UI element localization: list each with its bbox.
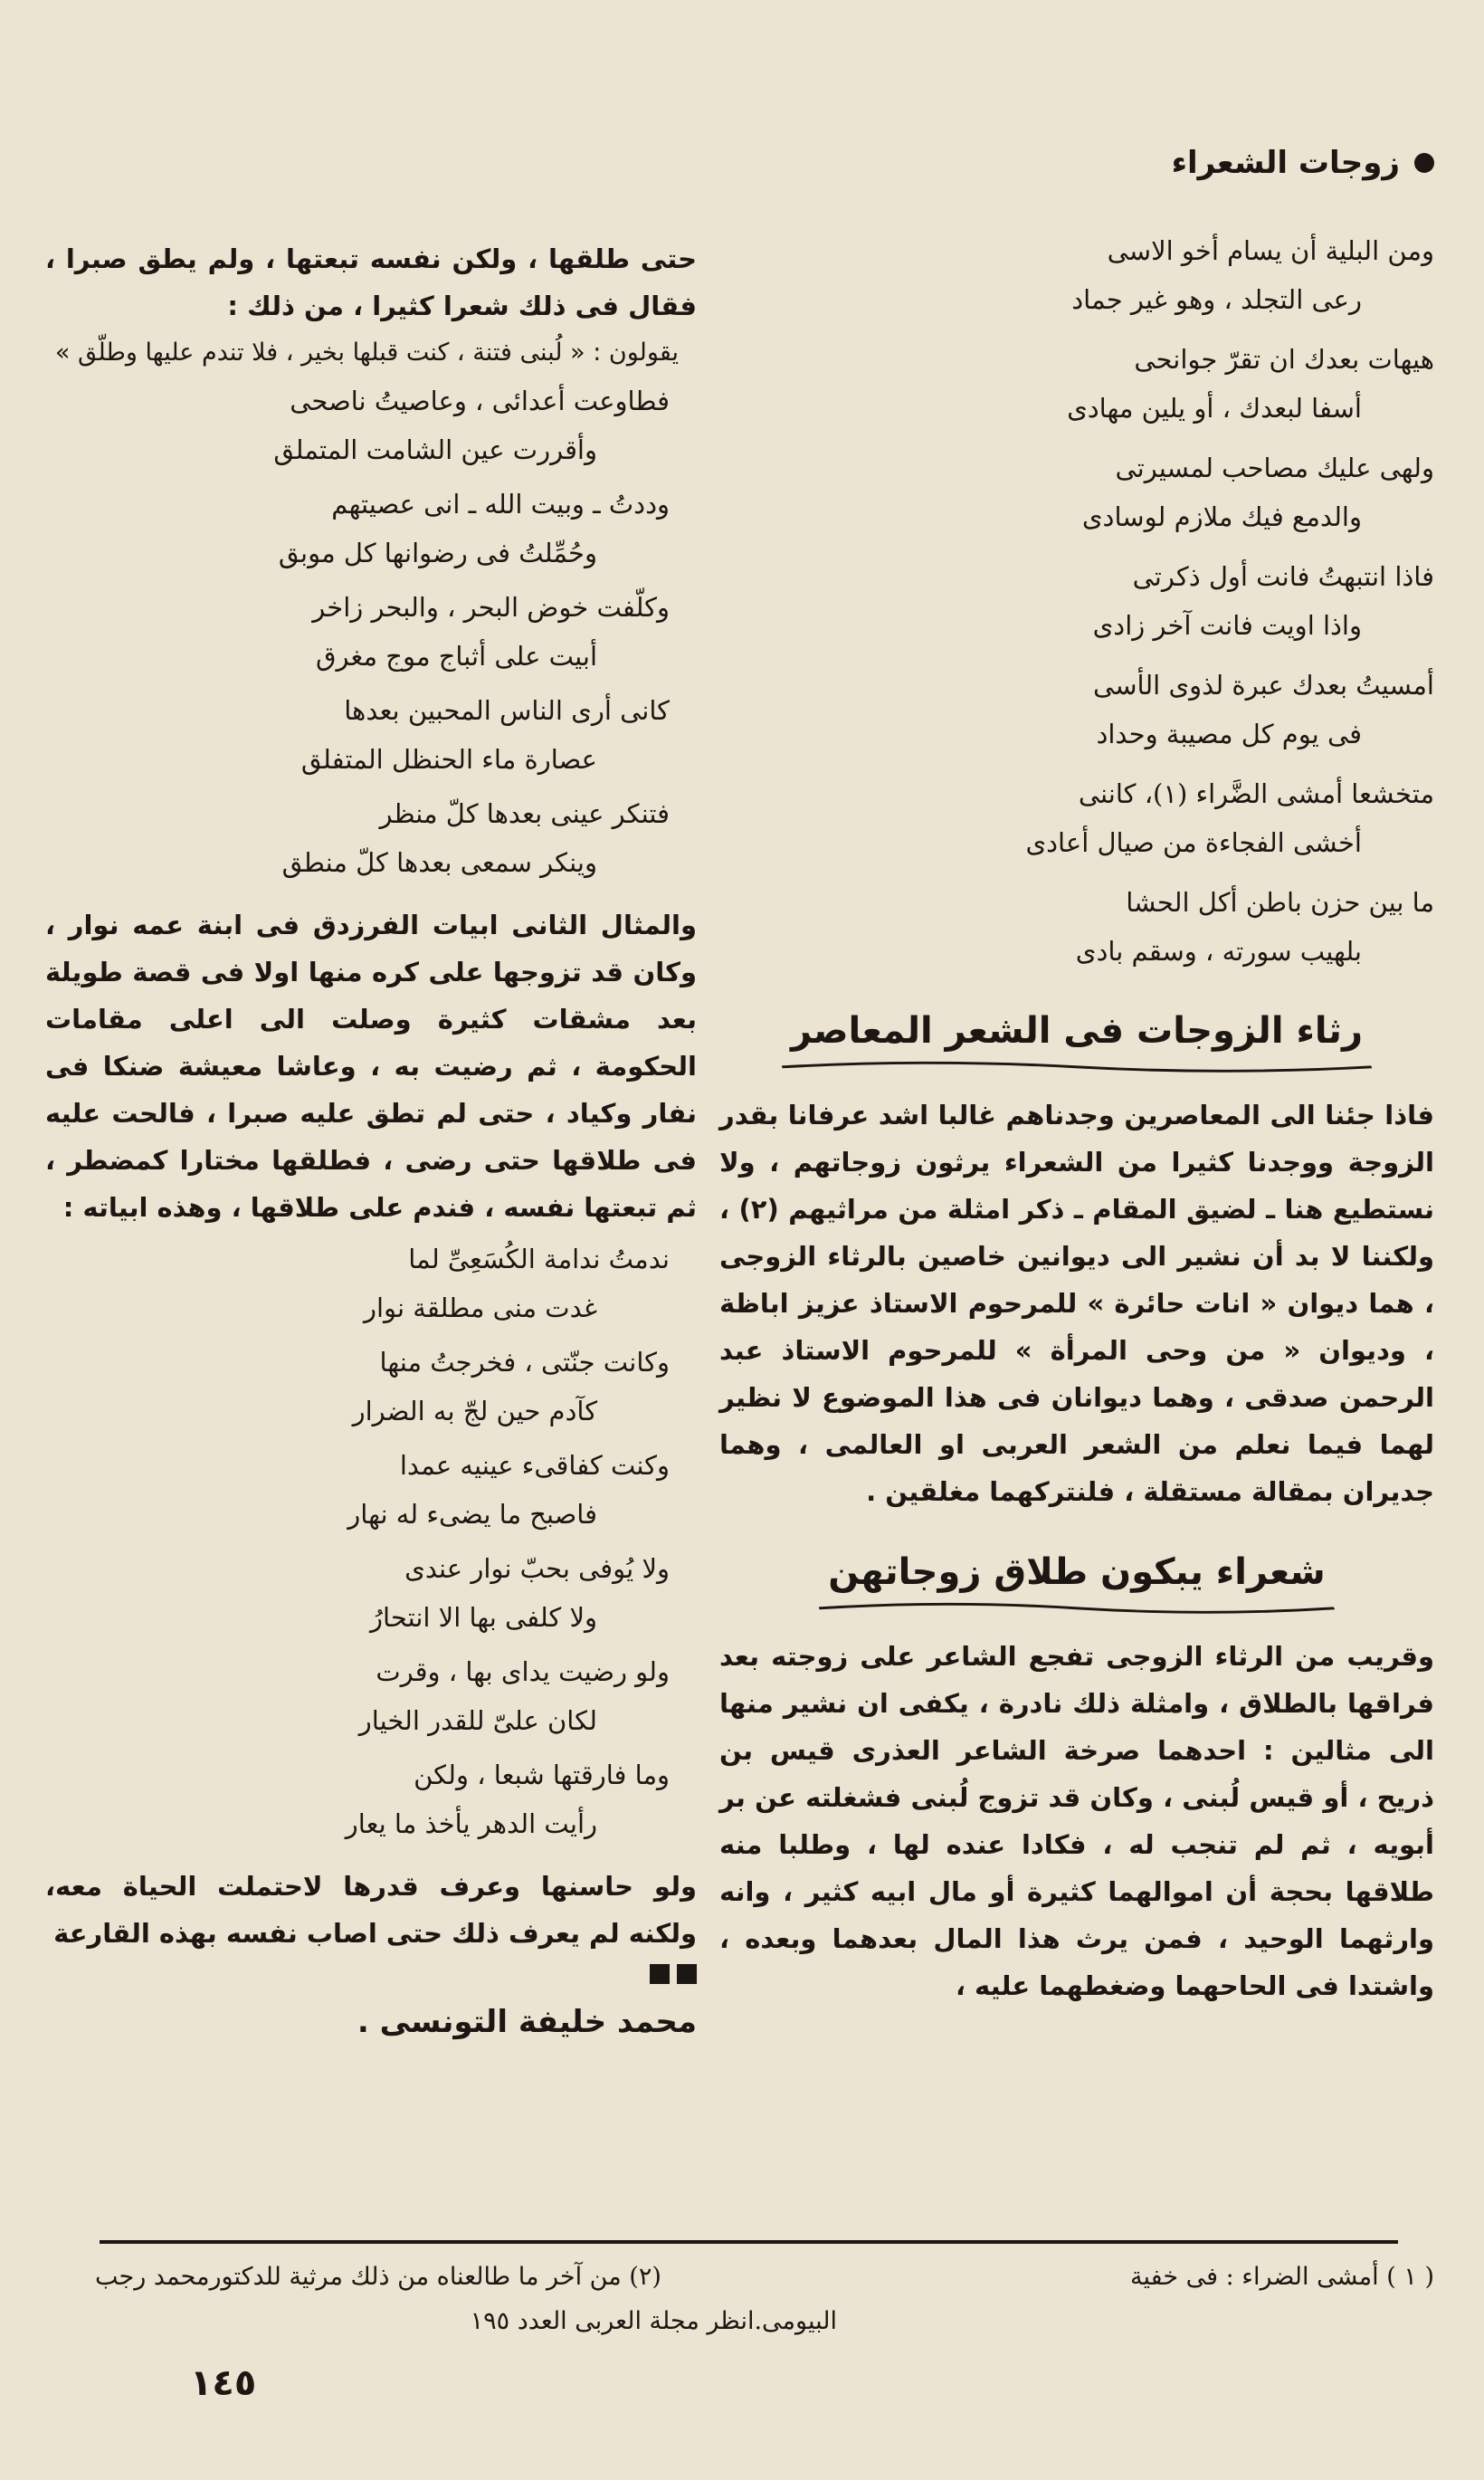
header-title: زوجات الشعراء	[1171, 145, 1400, 181]
verse-first-hemistich: ندمتُ ندامة الكُسَعِىِّ لما	[408, 1244, 670, 1274]
verse	[719, 235, 1434, 340]
footnote-rule	[100, 2240, 1398, 2244]
verse-second-hemistich: فاصبح ما يضىء له نهار	[347, 1499, 597, 1530]
verse-second-hemistich: واذا اويت فانت آخر زادى	[1092, 610, 1362, 641]
verse-second-hemistich: رأيت الدهر يأخذ ما يعار	[345, 1808, 597, 1839]
verse	[45, 695, 697, 795]
right-column	[719, 235, 1434, 2009]
verse-second-hemistich: بلهيب سورته ، وسقم بادى	[1075, 936, 1362, 967]
section-heading-divorce	[719, 1551, 1434, 1602]
verse-second-hemistich: عصارة ماء الحنظل المتفلق	[300, 744, 597, 775]
verse-first-hemistich: وكلّفت خوض البحر ، والبحر زاخر	[312, 592, 670, 623]
paragraph-intro: حتى طلقها ، ولكن نفسه تبعتها ، ولم يطق صبرا ، فقال فى ذلك شعرا كثيرا ، من ذلك :	[45, 243, 697, 321]
heading-underline	[819, 1598, 1335, 1615]
verse	[719, 887, 1434, 992]
verse-second-hemistich: والدمع فيك ملازم لوسادى	[1081, 501, 1362, 532]
verse	[45, 798, 697, 898]
heading-underline	[782, 1057, 1372, 1073]
paragraph-farazdaq: والمثال الثانى ابيات الفرزدق فى ابنة عمه نوار ، وكان قد تزوجها على كره منها اولا فى قصة طويلة بعد مشقات كثيرة وصلت الى اعلى مقامات الحكومة ، ثم رضيت به ، وعاشا معيشة ضنكا فى نفار وكياد ، حتى لم تطق عليه صبرا ، فالحت عليه فى طلاقها حتى رضى ، فطلقها مختارا كمضطر ، ثم تبعتها نفسه ، فندم على طلاقها ، وهذه ابياته :	[45, 910, 697, 1223]
footnotes	[95, 2263, 1434, 2335]
verse-second-hemistich: أخشى الفجاءة من صيال أعادى	[1025, 827, 1362, 858]
verse-first-hemistich: ما بين حزن باطن أكل الحشا	[1126, 887, 1434, 918]
verse	[719, 670, 1434, 775]
verse	[45, 386, 697, 485]
verse	[45, 489, 697, 588]
verse	[45, 1347, 697, 1446]
verse-first-hemistich: وكانت جنّتى ، فخرجتُ منها	[379, 1347, 670, 1378]
verse	[45, 592, 697, 692]
verse	[45, 1450, 697, 1550]
verse-second-hemistich: رعى التجلد ، وهو غير جماد	[1071, 284, 1362, 315]
footnote-2-continuation: البيومى.انظر مجلة العربى العدد ١٩٥	[470, 2307, 837, 2335]
end-marks	[45, 1964, 697, 1984]
author-signature	[45, 2004, 697, 2040]
verse-first-hemistich: فتنكر عينى بعدها كلّ منظر	[379, 798, 670, 829]
verse-first-hemistich: أمسيتُ بعدك عبرة لذوى الأسى	[1093, 670, 1434, 701]
verse	[719, 453, 1434, 558]
verse-second-hemistich: ولا كلفى بها الا انتحارُ	[370, 1602, 597, 1633]
page-number: ١٤٥	[190, 2362, 257, 2404]
heading-text: رثاء الزوجات فى الشعر المعاصر	[791, 1010, 1363, 1052]
farazdaq-poem	[45, 1244, 697, 1859]
quote-line: يقولون : « لُبنى فتنة ، كنت قبلها بخير ، فلا تندم عليها وطلّق »	[54, 339, 679, 367]
footnote-1: ( ١ ) أمشى الضراء : فى خفية	[1130, 2263, 1434, 2291]
section-heading-contemporary	[719, 1010, 1434, 1061]
verse-first-hemistich: فطاوعت أعدائى ، وعاصيتُ ناصحى	[290, 386, 670, 416]
verse-second-hemistich: كآدم حين لجّ به الضرار	[352, 1396, 597, 1426]
verse-first-hemistich: ولا يُوفى بحبّ نوار عندى	[404, 1553, 670, 1584]
verse-second-hemistich: أبيت على أثباج موج مغرق	[316, 641, 597, 672]
paragraph-contemporary: فاذا جئنا الى المعاصرين وجدناهم غالبا اشد عرفانا بقدر الزوجة ووجدنا كثيرا من الشعراء يرثون زوجاتهم ، ولا نستطيع هنا ـ لضيق المقام ـ ذكر امثلة من مراثيهم (٢) ، ولكننا لا بد أن نشير الى ديوانين خاصين بالرثاء الزوجى ، هما ديوان « انات حائرة » للمرحوم الاستاذ عزيز اباظة ، وديوان « من وحى المرأة » للمرحوم الاستاذ عبد الرحمن صدقى ، وهما ديوانان فى هذا الموضوع لا نظير لهما فيما نعلم من الشعر العربى او العالمى ، وهما جديران بمقالة مستقلة ، فلنتركهما مغلقين .	[719, 1100, 1434, 1507]
heading-text: شعراء يبكون طلاق زوجاتهن	[828, 1551, 1326, 1593]
verse	[719, 778, 1434, 883]
verse-first-hemistich: ومن البلية أن يسام أخو الاسى	[1107, 235, 1434, 266]
verse-first-hemistich: فاذا انتبهتُ فانت أول ذكرتى	[1132, 561, 1434, 592]
verse	[719, 561, 1434, 666]
verse-second-hemistich: غدت منى مطلقة نوار	[363, 1292, 597, 1323]
verse	[719, 344, 1434, 449]
verse	[45, 1553, 697, 1653]
bullet-icon	[1414, 153, 1434, 173]
end-mark-icon	[650, 1964, 670, 1984]
verse-first-hemistich: ولو رضيت يداى بها ، وقرت	[376, 1656, 670, 1687]
verse-first-hemistich: وما فارقتها شبعا ، ولكن	[414, 1760, 670, 1790]
verse-first-hemistich: متخشعا أمشى الضَّراء (١)، كاننى	[1078, 778, 1434, 809]
verse-first-hemistich: وكنت كفاقىء عينيه عمدا	[399, 1450, 670, 1481]
verse-first-hemistich: هيهات بعدك ان تقرّ جوانحى	[1134, 344, 1434, 375]
paragraph-closing: ولو حاسنها وعرف قدرها لاحتملت الحياة معه، ولكنه لم يعرف ذلك حتى اصاب نفسه بهذه القارعة	[45, 1871, 697, 1949]
verse-first-hemistich: ولهى عليك مصاحب لمسيرتى	[1115, 453, 1434, 483]
verse-second-hemistich: وينكر سمعى بعدها كلّ منطق	[281, 847, 597, 878]
end-mark-icon	[677, 1964, 697, 1984]
verse-first-hemistich: وددتُ ـ وبيت الله ـ انى عصيتهم	[331, 489, 670, 520]
qays-poem	[45, 386, 697, 898]
paragraph-divorce: وقريب من الرثاء الزوجى تفجع الشاعر على زوجته بعد فراقها بالطلاق ، وامثلة ذلك نادرة ، يكفى ان نشير منها الى مثالين : احدهما صرخة الشاعر العذرى قيس بن ذريح ، أو قيس لُبنى ، وكان قد تزوج لُبنى فشغلته عن بر أبويه ، ثم لم تنجب له ، فكادا عنده لها ، وطلبا منه طلاقها بحجة أن اموالهما كثيرة أو مال ابيه كثير ، وانه وارثهما الوحيد ، فمن يرث هذا المال بعدهما وبعده ، واشتدا فى الحاحهما وضغطهما عليه ،	[719, 1641, 1434, 2001]
author-name: محمد خليفة التونسى .	[357, 2004, 697, 2040]
verse-first-hemistich: كانى أرى الناس المحبين بعدها	[344, 695, 670, 726]
verse-second-hemistich: أسفا لبعدك ، أو يلين مهادى	[1067, 393, 1362, 424]
running-header	[1172, 145, 1434, 181]
verse-second-hemistich: وأقررت عين الشامت المتملق	[273, 434, 597, 465]
verse-second-hemistich: لكان علىّ للقدر الخيار	[358, 1705, 597, 1736]
verse	[45, 1656, 697, 1756]
footnote-2: (٢) من آخر ما طالعناه من ذلك مرثية للدكتورمحمد رجب	[95, 2263, 661, 2291]
left-column	[45, 235, 697, 2040]
verse-second-hemistich: وحُمِّلتُ فى رضوانها كل موبق	[278, 538, 597, 568]
elegy-poem	[719, 235, 1434, 992]
verse	[45, 1244, 697, 1343]
verse-second-hemistich: فى يوم كل مصيبة وحداد	[1096, 719, 1362, 749]
verse	[45, 1760, 697, 1859]
